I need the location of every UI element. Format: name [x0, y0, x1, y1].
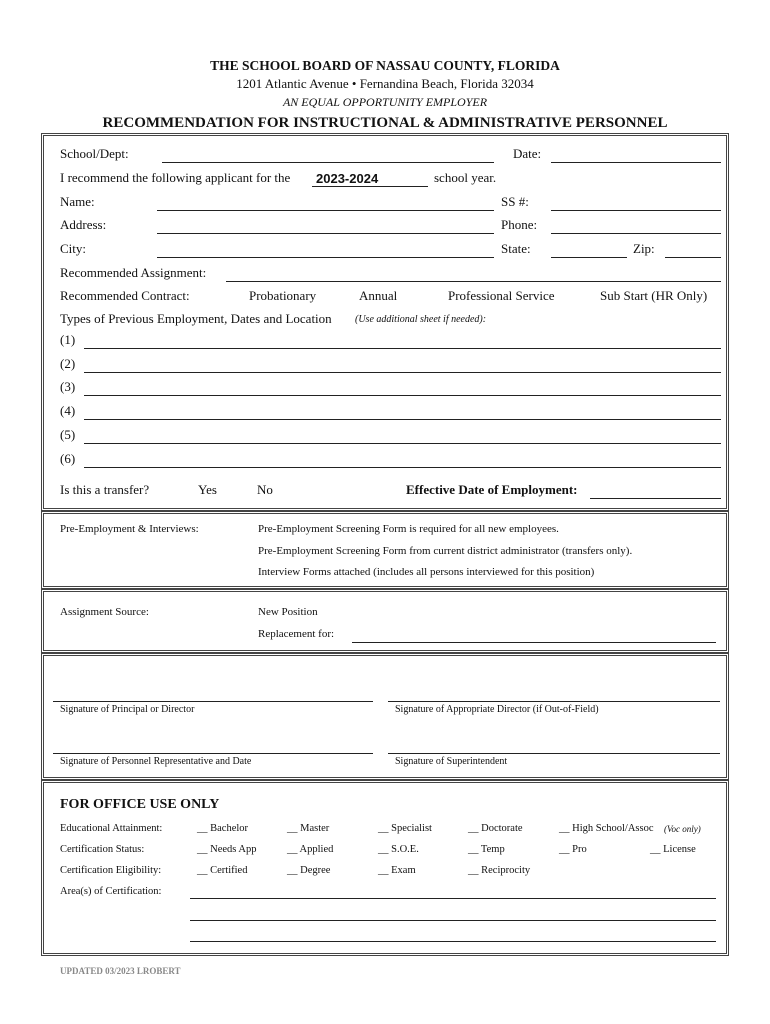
phone-field[interactable] — [551, 233, 721, 234]
replacement-for-label: Replacement for: — [258, 628, 335, 640]
city-label: City: — [60, 241, 87, 256]
contract-label: Recommended Contract: — [60, 288, 190, 303]
city-field[interactable] — [157, 257, 494, 258]
superintendent-signature-line[interactable] — [388, 753, 720, 754]
prev-employment-line-2[interactable] — [84, 372, 721, 373]
recommend-suffix: school year. — [434, 170, 497, 185]
assignment-field[interactable] — [226, 281, 721, 282]
option-pro[interactable]: __ Pro — [559, 844, 587, 855]
option-exam[interactable]: __ Exam — [378, 865, 416, 876]
prev-employment-line-5[interactable] — [84, 443, 721, 444]
option-master[interactable]: __ Master — [287, 823, 330, 834]
option-degree[interactable]: __ Degree — [287, 865, 331, 876]
assignment-source-section — [41, 589, 729, 653]
pre-employment-item-1[interactable]: Pre-Employment Screening Form is required for all new employees. — [258, 523, 559, 535]
prev-employment-line-4[interactable] — [84, 419, 721, 420]
option-reciprocity[interactable]: __ Reciprocity — [468, 865, 531, 876]
date-label: Date: — [513, 146, 542, 161]
principal-signature-line[interactable] — [53, 701, 373, 702]
name-field[interactable] — [157, 210, 494, 211]
option-certified[interactable]: __ Certified — [197, 865, 248, 876]
pre-employment-label: Pre-Employment & Interviews: — [60, 523, 199, 535]
option-high-school-assoc[interactable]: __ High School/Assoc — [559, 823, 654, 834]
area-certification-line-2[interactable] — [190, 920, 716, 921]
superintendent-signature-label: Signature of Superintendent — [395, 756, 508, 767]
name-label: Name: — [60, 194, 95, 209]
new-position-option[interactable]: New Position — [258, 606, 318, 618]
prev-employment-num-6: (6) — [60, 451, 76, 466]
replacement-for-field[interactable] — [352, 642, 716, 643]
option-bachelor[interactable]: __ Bachelor — [197, 823, 249, 834]
ss-label: SS #: — [501, 194, 529, 209]
prev-employment-num-4: (4) — [60, 403, 76, 418]
area-certification-line-3[interactable] — [190, 941, 716, 942]
recommend-prefix: I recommend the following applicant for the — [60, 170, 291, 185]
option-license[interactable]: __ License — [650, 844, 696, 855]
prev-employment-line-1[interactable] — [84, 348, 721, 349]
prev-employment-num-1: (1) — [60, 332, 76, 347]
contract-sub-start[interactable]: Sub Start (HR Only) — [600, 288, 708, 303]
address-field[interactable] — [157, 233, 494, 234]
school-dept-label: School/Dept: — [60, 146, 129, 161]
option-doctorate[interactable]: __ Doctorate — [468, 823, 523, 834]
zip-field[interactable] — [665, 257, 721, 258]
org-address: 1201 Atlantic Avenue • Fernandina Beach, Florida 32034 — [236, 76, 534, 91]
contract-annual[interactable]: Annual — [359, 288, 398, 303]
footer-updated: UPDATED 03/2023 LROBERT — [60, 966, 181, 976]
option-specialist[interactable]: __ Specialist — [378, 823, 432, 834]
prev-employment-line-6[interactable] — [84, 467, 721, 468]
effective-date-field[interactable] — [590, 498, 721, 499]
option-applied[interactable]: __ Applied — [287, 844, 334, 855]
transfer-no[interactable]: No — [257, 482, 273, 497]
phone-label: Phone: — [501, 217, 538, 232]
principal-signature-label: Signature of Principal or Director — [60, 704, 195, 715]
assignment-source-label: Assignment Source: — [60, 606, 149, 618]
address-label: Address: — [60, 217, 107, 232]
voc-only-note: (Voc only) — [664, 824, 701, 834]
effective-date-label: Effective Date of Employment: — [406, 482, 578, 497]
director-signature-line[interactable] — [388, 701, 720, 702]
prev-employment-note: (Use additional sheet if needed): — [355, 314, 487, 325]
assignment-label: Recommended Assignment: — [60, 265, 207, 280]
area-of-certification-label: Area(s) of Certification: — [60, 886, 162, 897]
school-dept-field[interactable] — [162, 162, 494, 163]
ss-field[interactable] — [551, 210, 721, 211]
pre-employment-item-2[interactable]: Pre-Employment Screening Form from current district administrator (transfers only). — [258, 545, 633, 557]
certification-status-label: Certification Status: — [60, 844, 145, 855]
option-temp[interactable]: __ Temp — [468, 844, 505, 855]
contract-probationary[interactable]: Probationary — [249, 288, 317, 303]
educational-attainment-label: Educational Attainment: — [60, 823, 163, 834]
certification-eligibility-label: Certification Eligibility: — [60, 865, 162, 876]
date-field[interactable] — [551, 162, 721, 163]
state-field[interactable] — [551, 257, 627, 258]
transfer-yes[interactable]: Yes — [198, 482, 217, 497]
prev-employment-num-5: (5) — [60, 427, 76, 442]
personnel-signature-line[interactable] — [53, 753, 373, 754]
prev-employment-num-2: (2) — [60, 356, 76, 371]
school-year-value: 2023-2024 — [316, 171, 379, 186]
contract-professional-service[interactable]: Professional Service — [448, 288, 555, 303]
school-year-field[interactable] — [312, 186, 428, 187]
personnel-signature-label: Signature of Personnel Representative and Date — [60, 756, 252, 767]
prev-employment-label: Types of Previous Employment, Dates and Location — [60, 311, 332, 326]
option-needs-app[interactable]: __ Needs App — [197, 844, 257, 855]
pre-employment-item-3[interactable]: Interview Forms attached (includes all persons interviewed for this position) — [258, 566, 595, 578]
eoe-statement: AN EQUAL OPPORTUNITY EMPLOYER — [282, 95, 488, 109]
prev-employment-line-3[interactable] — [84, 395, 721, 396]
transfer-label: Is this a transfer? — [60, 482, 150, 497]
director-signature-label: Signature of Appropriate Director (if Out-of-Field) — [395, 704, 599, 715]
option-soe[interactable]: __ S.O.E. — [378, 844, 419, 855]
office-use-title: FOR OFFICE USE ONLY — [60, 797, 220, 812]
state-label: State: — [501, 241, 531, 256]
org-name: THE SCHOOL BOARD OF NASSAU COUNTY, FLORIDA — [210, 58, 560, 73]
zip-label: Zip: — [633, 241, 655, 256]
form-title: RECOMMENDATION FOR INSTRUCTIONAL & ADMINISTRATIVE PERSONNEL — [102, 115, 668, 131]
area-certification-line-1[interactable] — [190, 898, 716, 899]
prev-employment-num-3: (3) — [60, 379, 76, 394]
